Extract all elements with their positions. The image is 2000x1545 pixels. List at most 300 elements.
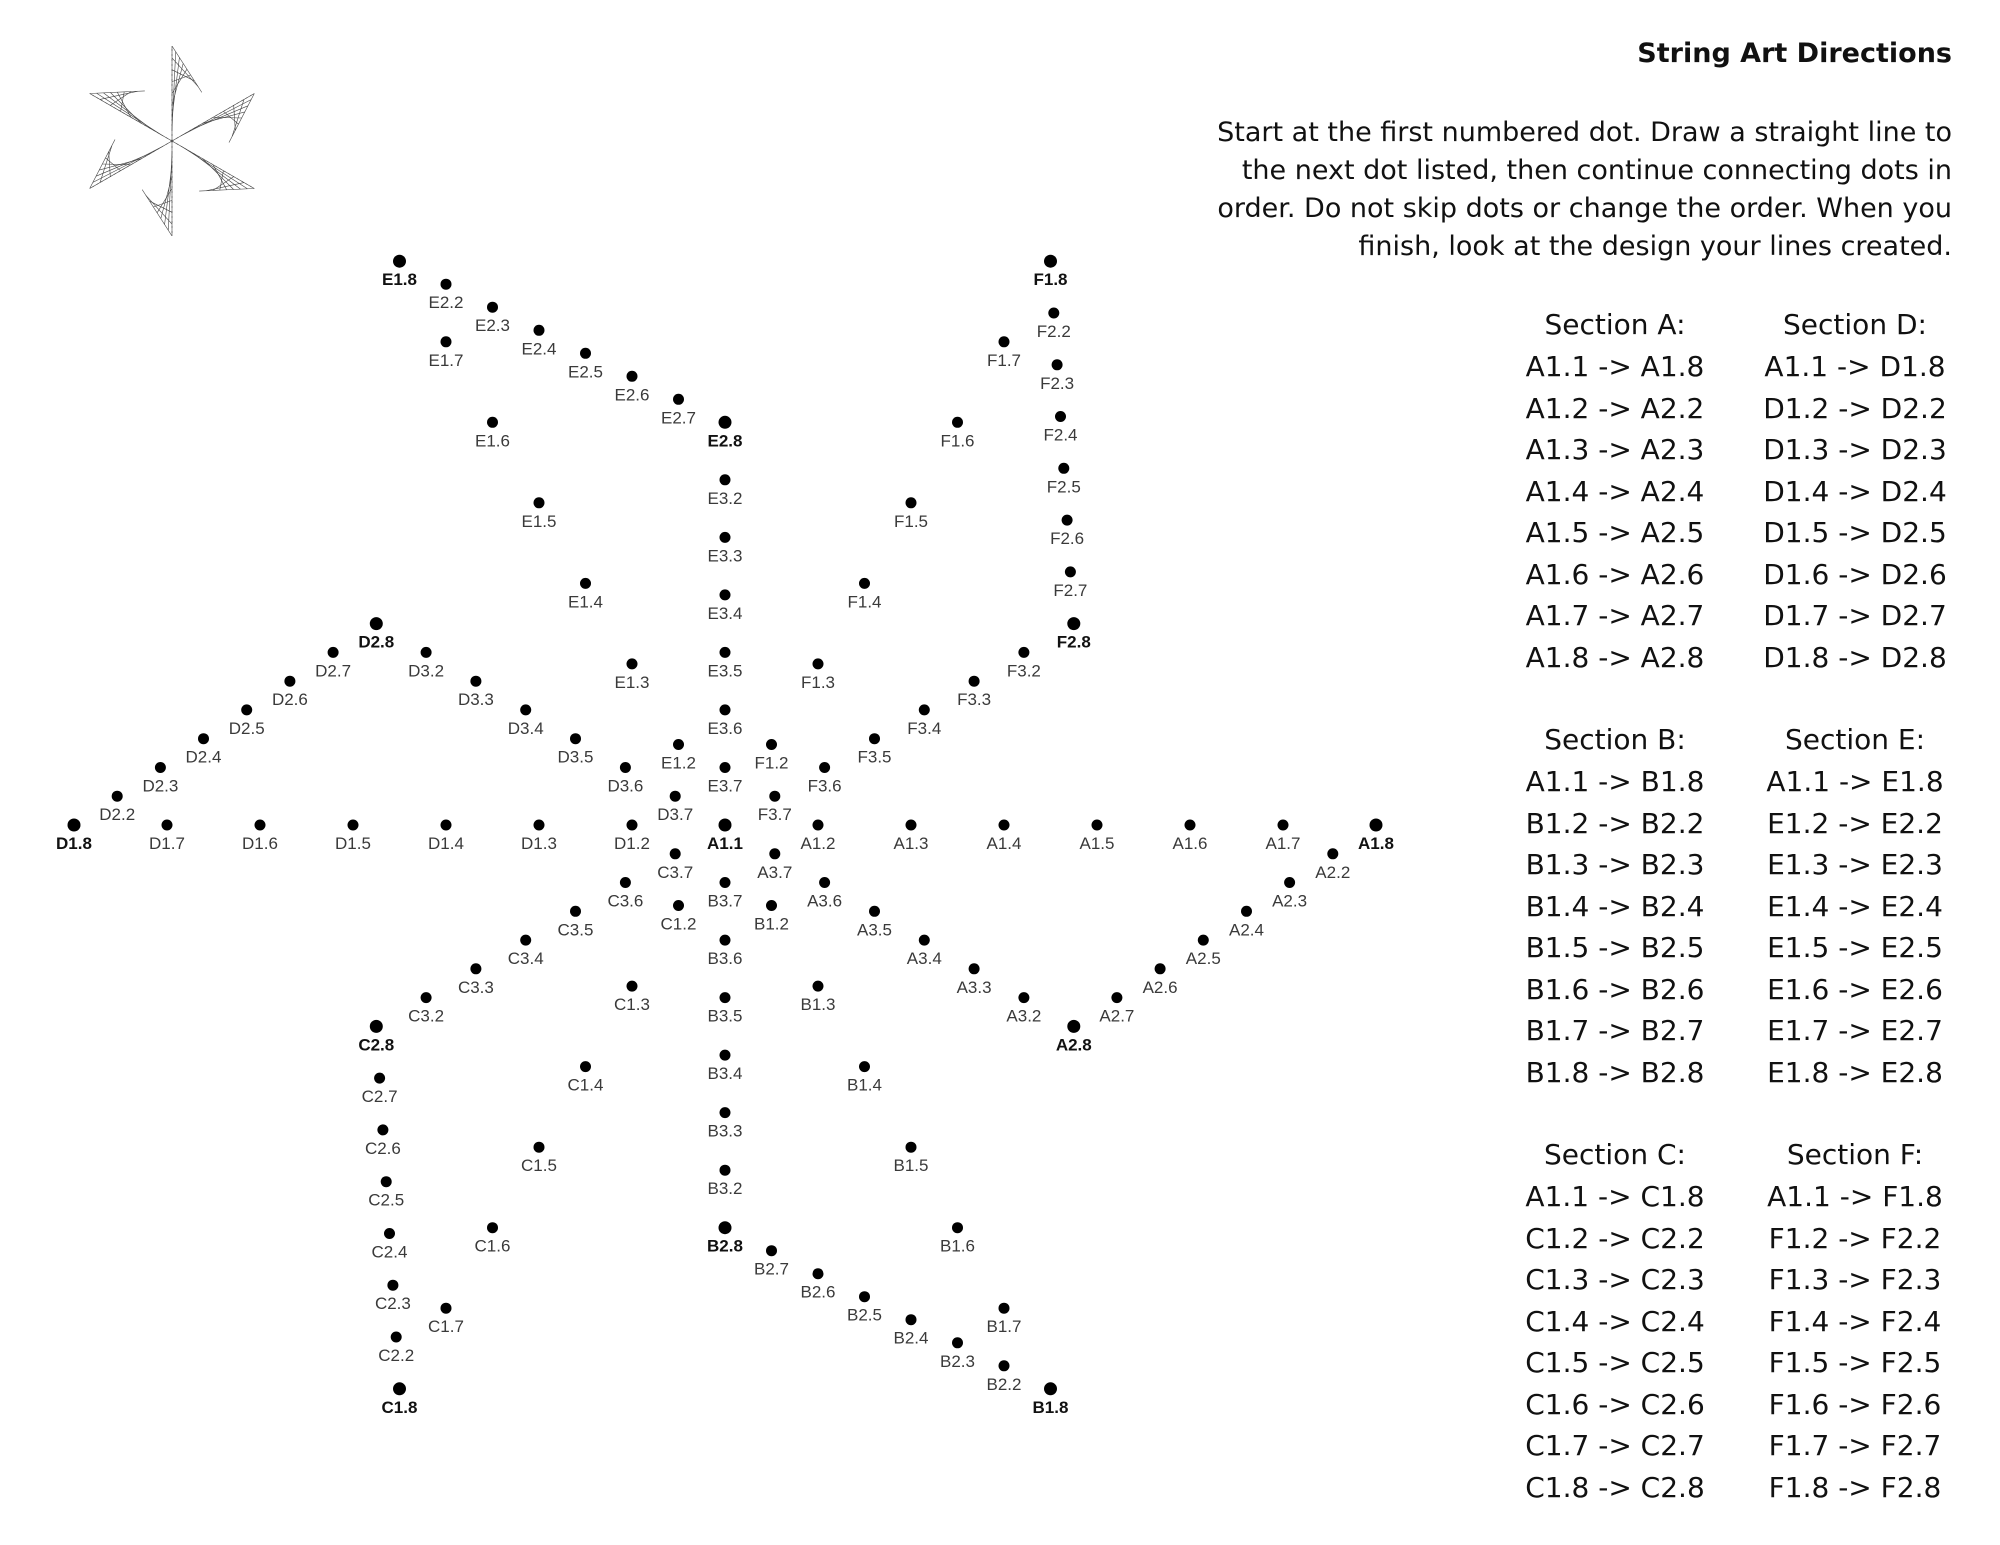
dot-label: B3.6: [707, 949, 743, 969]
dot-label: B3.3: [707, 1121, 743, 1141]
dot-label: F3.6: [807, 776, 842, 796]
dot-marker: [906, 497, 917, 508]
dot-marker: [580, 348, 591, 359]
dot-label: B1.5: [893, 1156, 929, 1176]
dot-marker: [1092, 820, 1103, 831]
dot-b3-6: [708, 935, 743, 969]
dot-label: A2.2: [1315, 862, 1351, 882]
direction-step: C1.5 -> C2.5: [1525, 1346, 1705, 1379]
dot-label: B3.2: [707, 1179, 743, 1199]
dot-label: C1.3: [614, 995, 650, 1015]
dot-a3-6: [807, 877, 842, 911]
dot-d2-4: [186, 733, 222, 767]
dot-c2-8: [358, 1020, 394, 1055]
dot-e2-4: [522, 325, 557, 359]
dot-label: D1.7: [149, 834, 185, 853]
direction-step: F1.4 -> F2.4: [1768, 1304, 1942, 1338]
dot-marker: [421, 647, 432, 658]
dot-b1-2: [754, 900, 789, 934]
direction-step: C1.2 -> C2.2: [1525, 1221, 1705, 1255]
dot-a2-8: [1056, 1020, 1092, 1055]
direction-step: A1.5 -> A2.5: [1525, 516, 1705, 549]
dot-marker: [999, 1360, 1010, 1371]
dot-label: A1.3: [893, 834, 929, 853]
dot-f2-6: [1050, 515, 1084, 549]
dot-marker: [952, 1222, 963, 1233]
dot-marker: [766, 1245, 777, 1256]
dot-label: B1.4: [847, 1075, 882, 1095]
dot-label: C2.5: [368, 1190, 405, 1210]
dot-marker: [906, 1314, 917, 1325]
dot-label: B3.5: [707, 1006, 743, 1026]
dot-marker: [580, 578, 591, 589]
dot-marker: [720, 474, 731, 485]
dot-c2-3: [375, 1280, 411, 1314]
direction-step: F1.5 -> F2.5: [1768, 1346, 1942, 1379]
page-title: String Art Directions: [1637, 38, 1952, 69]
dot-label: C3.4: [507, 949, 544, 969]
dot-marker: [952, 1337, 963, 1348]
dot-a3-3: [957, 963, 992, 997]
dot-label: F3.5: [857, 747, 892, 767]
dot-b1-3: [801, 981, 836, 1015]
dot-a1-7: [1266, 820, 1301, 854]
dot-f3-5: [857, 733, 891, 767]
dot-f1-8: [1033, 255, 1067, 290]
dot-marker: [534, 325, 545, 336]
dot-label: F1.7: [986, 350, 1022, 370]
dot-marker: [813, 981, 824, 992]
dot-label: C1.5: [521, 1156, 557, 1176]
direction-step: F1.3 -> F2.3: [1768, 1263, 1942, 1296]
dot-f1-3: [801, 658, 835, 692]
dot-marker: [487, 302, 498, 313]
direction-step: A1.1 -> C1.8: [1525, 1180, 1705, 1213]
dot-b1-5: [894, 1142, 929, 1176]
dot-label: E1.7: [428, 350, 464, 370]
dot-a1-2: [801, 820, 836, 854]
section-section-b: [1500, 719, 1730, 1093]
dot-label: C3.7: [657, 862, 694, 882]
dot-a1-6: [1173, 820, 1208, 854]
direction-step: A1.7 -> A2.7: [1525, 599, 1705, 632]
dot-label: F3.3: [957, 690, 992, 710]
dot-c3-5: [558, 906, 594, 940]
dot-b1-7: [987, 1303, 1022, 1337]
dot-d1-4: [428, 820, 464, 854]
instructions-text: Start at the first numbered dot. Draw a straight line to the next dot listed, then continue connecting dots in order. Do not skip dots or change the order. When you finish, look at the design your lines created.: [1217, 117, 1952, 262]
dot-label: F2.3: [1040, 373, 1075, 393]
dot-label: F1.8: [1033, 270, 1068, 290]
dot-marker: [534, 820, 545, 831]
dot-label: F3.7: [757, 805, 792, 825]
dot-c3-6: [607, 877, 643, 911]
dot-marker: [1327, 848, 1338, 859]
direction-step: A1.2 -> A2.2: [1525, 391, 1705, 425]
direction-step: D1.8 -> D2.8: [1763, 640, 1947, 674]
dot-label: A3.6: [807, 891, 843, 911]
dot-marker: [813, 820, 824, 831]
direction-step: D1.7 -> D2.7: [1763, 599, 1947, 632]
dot-marker: [670, 791, 681, 802]
dot-marker: [381, 1176, 392, 1187]
dot-d1-5: [335, 820, 371, 854]
dot-e3-5: [708, 647, 743, 681]
dot-marker: [441, 336, 452, 347]
dot-f1-2: [754, 739, 788, 773]
dot-label: A1.2: [800, 834, 836, 853]
dot-marker: [719, 1221, 732, 1234]
dot-label: C1.6: [474, 1236, 511, 1256]
dot-c1-3: [614, 981, 650, 1015]
dot-marker: [284, 676, 295, 687]
dot-c1-7: [428, 1303, 464, 1337]
dot-label: C2.3: [374, 1294, 411, 1314]
direction-step: B1.8 -> B2.8: [1525, 1055, 1705, 1089]
dot-b3-2: [708, 1165, 743, 1199]
dot-label: E1.4: [568, 592, 603, 612]
section-title: Section E:: [1784, 723, 1926, 756]
dot-label: A1.5: [1079, 834, 1115, 853]
dot-label: F1.2: [754, 753, 789, 773]
direction-step: F1.7 -> F2.7: [1768, 1429, 1942, 1462]
dot-e1-4: [568, 578, 603, 612]
dot-marker: [906, 820, 917, 831]
dot-marker: [719, 416, 732, 429]
dot-label: E2.2: [428, 293, 464, 313]
dot-label: D3.5: [557, 747, 594, 767]
dot-label: E1.2: [661, 753, 696, 773]
dot-marker: [1370, 819, 1383, 832]
dot-marker: [487, 417, 498, 428]
dot-marker: [328, 647, 339, 658]
dot-marker: [719, 819, 732, 832]
dot-a2-5: [1186, 935, 1221, 969]
dot-marker: [1018, 992, 1029, 1003]
section-section-a: [1500, 304, 1730, 678]
dot-b2-4: [894, 1314, 929, 1348]
dot-marker: [384, 1228, 395, 1239]
dot-label: D2.2: [99, 805, 136, 825]
dot-marker: [1198, 935, 1209, 946]
dot-marker: [1067, 617, 1080, 630]
dot-a2-7: [1099, 992, 1134, 1026]
dot-marker: [670, 848, 681, 859]
dot-marker: [969, 963, 980, 974]
dot-marker: [534, 497, 545, 508]
dot-label: C3.5: [557, 920, 594, 940]
direction-step: F1.8 -> F2.8: [1768, 1470, 1942, 1504]
dot-label: A2.7: [1099, 1006, 1135, 1026]
dot-c3-4: [508, 935, 544, 969]
dot-marker: [470, 676, 481, 687]
dot-marker: [155, 762, 166, 773]
dot-label: F3.2: [1006, 661, 1041, 681]
dot-e2-5: [568, 348, 603, 382]
dot-label: A3.5: [857, 920, 892, 940]
dot-label: F1.6: [940, 431, 975, 451]
section-title: Section B:: [1544, 723, 1686, 756]
dot-marker: [999, 820, 1010, 831]
dot-label: F3.4: [907, 718, 942, 738]
direction-step: A1.4 -> A2.4: [1525, 474, 1705, 508]
direction-step: A1.1 -> E1.8: [1766, 765, 1944, 798]
dot-marker: [1044, 1382, 1057, 1395]
dot-marker: [620, 762, 631, 773]
dot-b3-3: [708, 1107, 743, 1141]
dot-c1-4: [568, 1061, 604, 1095]
dot-label: F2.4: [1043, 425, 1078, 445]
dot-e3-2: [708, 474, 743, 508]
dot-marker: [720, 992, 731, 1003]
dot-label: B1.6: [940, 1236, 975, 1256]
dot-marker: [813, 658, 824, 669]
dot-label: E3.6: [707, 718, 743, 738]
dot-d2-6: [272, 676, 308, 710]
dot-label: D1.5: [335, 834, 371, 853]
direction-step: E1.3 -> E2.3: [1767, 848, 1943, 881]
dot-marker: [673, 394, 684, 405]
direction-step: D1.3 -> D2.3: [1763, 433, 1947, 466]
dot-marker: [1185, 820, 1196, 831]
dot-f1-4: [847, 578, 881, 612]
dot-marker: [1284, 877, 1295, 888]
dot-label: E1.3: [614, 672, 650, 692]
dot-c3-7: [657, 848, 693, 882]
dot-a2-6: [1143, 963, 1178, 997]
dot-e3-4: [708, 589, 743, 623]
direction-step: A1.8 -> A2.8: [1525, 640, 1705, 674]
dot-marker: [1278, 820, 1289, 831]
dot-label: F1.5: [893, 511, 929, 531]
direction-step: E1.6 -> E2.6: [1767, 972, 1943, 1006]
dot-marker: [68, 819, 81, 832]
dot-d2-2: [99, 791, 135, 825]
dot-marker: [673, 900, 684, 911]
dot-c2-2: [378, 1332, 414, 1366]
direction-step: A1.6 -> A2.6: [1525, 557, 1705, 591]
dot-label: C2.8: [358, 1035, 395, 1055]
dot-label: A2.6: [1142, 977, 1178, 997]
dot-marker: [421, 992, 432, 1003]
dot-e1-8: [382, 255, 417, 290]
dot-label: E2.6: [614, 385, 650, 405]
dot-label: E2.5: [568, 362, 603, 382]
dot-f3-4: [907, 704, 941, 738]
dot-marker: [769, 848, 780, 859]
dot-e1-2: [661, 739, 696, 773]
dot-marker: [1155, 963, 1166, 974]
dot-d2-7: [315, 647, 351, 681]
dot-marker: [720, 1165, 731, 1176]
dot-marker: [769, 791, 780, 802]
dot-marker: [1062, 515, 1073, 526]
dot-e2-7: [661, 394, 696, 428]
direction-step: C1.3 -> C2.3: [1525, 1263, 1705, 1296]
dot-label: B1.8: [1032, 1397, 1069, 1417]
dot-marker: [387, 1280, 398, 1291]
dot-label: C2.6: [364, 1138, 401, 1158]
dot-f2-3: [1040, 359, 1074, 393]
dot-label: B2.6: [800, 1282, 836, 1302]
direction-step: F1.2 -> F2.2: [1768, 1221, 1942, 1255]
direction-step: E1.5 -> E2.5: [1767, 931, 1943, 964]
dot-marker: [627, 981, 638, 992]
dot-label: D1.4: [428, 834, 464, 853]
dot-label: E1.6: [475, 431, 510, 451]
dot-label: B3.4: [707, 1064, 743, 1084]
dot-marker: [1044, 255, 1057, 268]
dot-label: B1.7: [986, 1317, 1022, 1337]
direction-step: B1.5 -> B2.5: [1525, 931, 1705, 964]
dot-marker: [1111, 992, 1122, 1003]
dot-a3-5: [857, 906, 892, 940]
dot-marker: [391, 1332, 402, 1343]
dot-label: F2.6: [1050, 529, 1085, 549]
dot-marker: [348, 820, 359, 831]
dot-label: A1.1: [707, 834, 743, 853]
dot-label: E1.5: [521, 511, 557, 531]
dot-c2-4: [372, 1228, 408, 1262]
dot-marker: [766, 739, 777, 750]
direction-step: E1.7 -> E2.7: [1767, 1014, 1943, 1047]
dot-label: A3.3: [956, 977, 992, 997]
dot-b2-8: [707, 1221, 743, 1256]
direction-step: D1.5 -> D2.5: [1763, 516, 1947, 549]
dot-f2-2: [1037, 308, 1071, 342]
dot-d3-7: [657, 791, 693, 825]
dot-label: E2.3: [475, 316, 510, 336]
dot-marker: [198, 733, 209, 744]
dot-b3-5: [708, 992, 743, 1026]
dot-f2-5: [1047, 463, 1081, 497]
direction-step: B1.3 -> B2.3: [1525, 848, 1705, 881]
direction-step: C1.4 -> C2.4: [1525, 1304, 1705, 1338]
dot-label: A1.6: [1172, 834, 1208, 853]
dot-d1-8: [56, 819, 92, 854]
dot-a1-5: [1080, 820, 1115, 854]
dot-label: F1.3: [800, 672, 836, 692]
dot-label: E3.2: [707, 488, 743, 508]
dot-marker: [1048, 308, 1059, 319]
dot-marker: [1065, 566, 1076, 577]
direction-step: E1.2 -> E2.2: [1767, 806, 1943, 840]
dot-label: C1.2: [660, 914, 697, 934]
direction-step: A1.3 -> A2.3: [1525, 433, 1705, 466]
dot-marker: [673, 739, 684, 750]
dot-marker: [255, 820, 266, 831]
dot-label: D2.7: [315, 661, 352, 681]
direction-step: B1.2 -> B2.2: [1525, 806, 1705, 840]
dot-marker: [819, 877, 830, 888]
direction-step: A1.1 -> D1.8: [1764, 350, 1946, 383]
dot-d2-5: [229, 704, 265, 738]
dot-f2-7: [1053, 566, 1087, 600]
dot-marker: [393, 1382, 406, 1395]
dot-a1-3: [894, 820, 929, 854]
dot-label: F2.5: [1046, 477, 1081, 497]
dot-marker: [1052, 359, 1063, 370]
dot-b1-8: [1033, 1382, 1069, 1417]
dot-a1-4: [987, 820, 1022, 854]
dot-f3-6: [808, 762, 842, 796]
dot-e3-7: [708, 762, 743, 796]
dot-marker: [241, 704, 252, 715]
dot-label: C2.4: [371, 1242, 408, 1262]
dot-marker: [1241, 906, 1252, 917]
dot-marker: [859, 1291, 870, 1302]
dot-marker: [1055, 411, 1066, 422]
dot-d3-6: [607, 762, 643, 796]
dot-marker: [370, 1020, 383, 1033]
dot-label: B2.7: [754, 1259, 789, 1279]
dot-marker: [112, 791, 123, 802]
direction-step: A1.1 -> B1.8: [1525, 765, 1705, 798]
dot-label: A2.3: [1272, 891, 1308, 911]
dot-marker: [766, 900, 777, 911]
dot-label: A3.2: [1006, 1006, 1042, 1026]
dot-a2-4: [1229, 906, 1264, 940]
dot-c2-6: [365, 1124, 401, 1158]
dot-marker: [869, 906, 880, 917]
direction-step: B1.4 -> B2.4: [1525, 889, 1705, 923]
dot-d3-5: [558, 733, 594, 767]
dot-e1-6: [475, 417, 510, 451]
dot-marker: [627, 658, 638, 669]
dot-marker: [520, 935, 531, 946]
dot-marker: [520, 704, 531, 715]
section-title: Section F:: [1786, 1138, 1924, 1171]
dot-a3-4: [907, 935, 942, 969]
dot-e1-3: [615, 658, 650, 692]
section-title: Section D:: [1783, 308, 1927, 341]
dot-label: D2.8: [358, 632, 395, 652]
dot-marker: [162, 820, 173, 831]
dot-label: B2.2: [986, 1374, 1022, 1394]
dot-c3-3: [458, 963, 494, 997]
dot-b2-2: [987, 1360, 1022, 1394]
section-title: Section C:: [1544, 1138, 1686, 1171]
dot-marker: [620, 877, 631, 888]
dot-label: B2.8: [707, 1236, 743, 1256]
dot-label: D2.3: [142, 776, 179, 796]
dot-label: D3.2: [408, 661, 445, 681]
dot-marker: [370, 617, 383, 630]
dot-e3-3: [708, 532, 743, 566]
dot-f3-3: [957, 676, 991, 710]
dot-label: A2.5: [1185, 949, 1221, 969]
direction-step: D1.2 -> D2.2: [1763, 391, 1947, 425]
dot-label: E2.8: [707, 431, 743, 451]
direction-step: B1.6 -> B2.6: [1525, 972, 1705, 1006]
dot-a3-7: [757, 848, 792, 882]
dot-label: D1.3: [521, 834, 557, 853]
dot-marker: [919, 935, 930, 946]
dot-e2-8: [708, 416, 743, 451]
dot-marker: [441, 279, 452, 290]
dot-label: A1.8: [1358, 834, 1394, 853]
dot-c2-7: [362, 1073, 398, 1107]
dot-e2-2: [429, 279, 464, 313]
dot-b1-4: [847, 1061, 882, 1095]
dot-label: D2.4: [185, 747, 222, 767]
dot-marker: [580, 1061, 591, 1072]
dot-c1-2: [661, 900, 697, 934]
dot-label: C1.4: [567, 1075, 604, 1095]
dot-d3-3: [458, 676, 494, 710]
dot-label: E3.7: [707, 776, 743, 796]
dot-b2-6: [801, 1268, 836, 1302]
